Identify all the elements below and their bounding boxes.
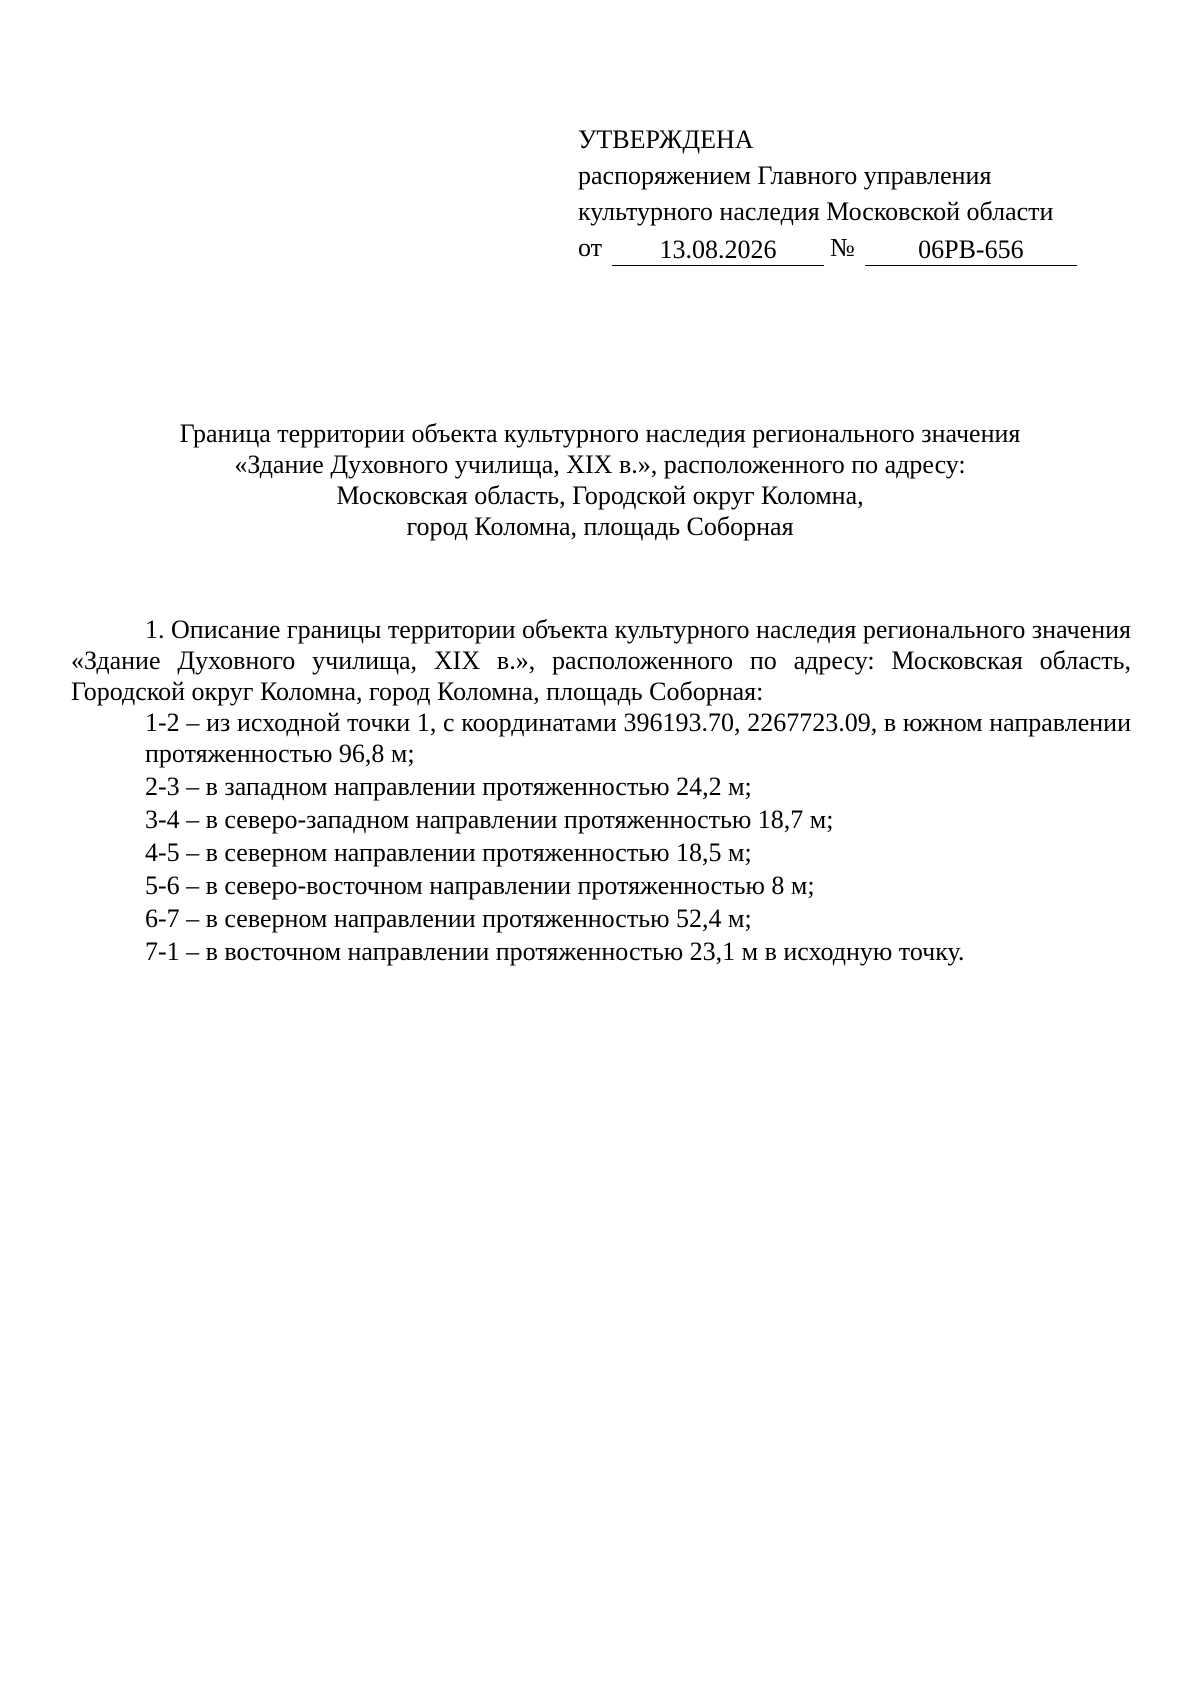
title-line-4: город Коломна, площадь Соборная [406, 512, 794, 541]
title-line-1: Граница территории объекта культурного наследия регионального значения [179, 419, 1021, 448]
boundary-segment: 4-5 – в северном направлении протяженностью 18,5 м; [145, 838, 752, 867]
approval-number: 06РВ-656 [865, 231, 1077, 266]
boundary-segment-list [71, 707, 1131, 967]
approval-from-label: от [578, 233, 603, 262]
approval-authority-line-2: культурного наследия Московской области [578, 197, 1054, 226]
boundary-segment: 6-7 – в северном направлении протяженностью 52,4 м; [145, 904, 752, 933]
approval-stamp [578, 122, 1077, 266]
approval-authority-line-1: распоряжением Главного управления [578, 161, 992, 190]
approval-number-label: № [830, 233, 855, 262]
approval-date: 13.08.2026 [612, 231, 824, 266]
boundary-segment: 7-1 – в восточном направлении протяженностью 23,1 м в исходную точку. [145, 937, 965, 966]
boundary-segment: 3-4 – в северо-западном направлении протяженностью 18,7 м; [145, 805, 834, 834]
section-intro: 1. Описание границы территории объекта культурного наследия регионального значения «Здание Духовного училища, XIX в.», расположенного по адресу: Московская область, Городской округ Коломна, город Коломна, площадь Соборная: [71, 615, 1131, 706]
title-line-3: Московская область, Городской округ Коломна, [336, 481, 864, 510]
approval-heading: УТВЕРЖДЕНА [578, 125, 754, 154]
boundary-segment: 2-3 – в западном направлении протяженностью 24,2 м; [145, 772, 752, 801]
approval-date-number-row [578, 230, 1077, 266]
boundary-segment: 5-6 – в северо-восточном направлении протяженностью 8 м; [145, 871, 815, 900]
document-title [100, 418, 1100, 542]
boundary-description [71, 614, 1131, 969]
boundary-segment: 1-2 – из исходной точки 1, с координатами 396193.70, 2267723.09, в южном направлении протяженностью 96,8 м; [145, 708, 1131, 768]
title-line-2: «Здание Духовного училища, XIX в.», расположенного по адресу: [234, 450, 966, 479]
